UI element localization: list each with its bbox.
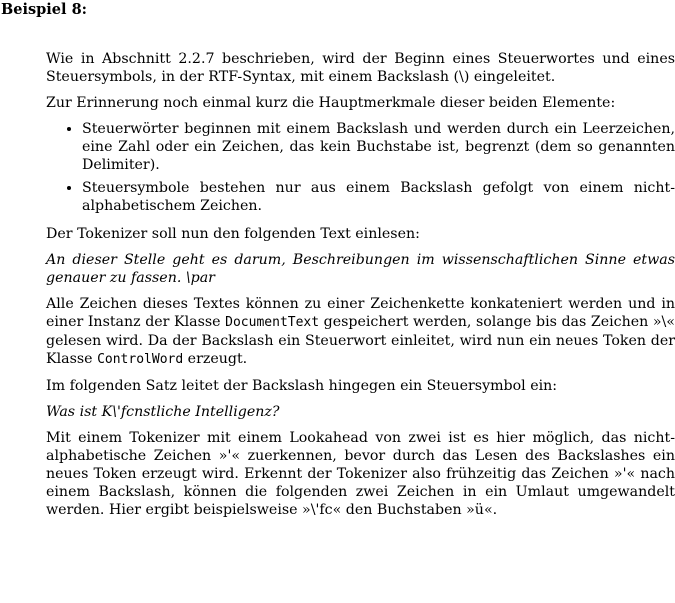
list-item-control-symbols: • Steuersymbole bestehen nur aus einem Backslash gefolgt von einem nicht-alphabetischem Zeichen. bbox=[82, 179, 675, 215]
control-symbol-intro: Im folgenden Satz leitet der Backslash hingegen ein Steuersymbol ein: bbox=[46, 378, 558, 394]
example-text-2: Was ist K\'fcnstliche Intelligenz? bbox=[46, 404, 280, 420]
class-name-documenttext: DocumentText bbox=[225, 315, 320, 330]
reminder-paragraph: Zur Erinnerung noch einmal kurz die Hauptmerkmale dieser beiden Elemente: bbox=[46, 95, 616, 111]
concatenation-text-3: erzeugt. bbox=[183, 351, 248, 367]
example-heading: Beispiel 8: bbox=[1, 1, 88, 18]
concatenation-text-1: Alle Zeichen dieses Textes können zu einer Zeichenkette konkateniert werden und in einer Instanz der Klasse bbox=[46, 296, 675, 330]
intro-paragraph: Wie in Abschnitt 2.2.7 beschrieben, wird der Beginn eines Steuerwortes und eines Steuersymbols, in der RTF-Syntax, mit einem Backslash (\) eingeleitet. bbox=[46, 51, 675, 85]
document-body bbox=[46, 50, 675, 527]
lookahead-paragraph: Mit einem Tokenizer mit einem Lookahead von zwei ist es hier möglich, das nicht-alphabetische Zeichen »'« zuerkennen, bevor durch das Lesen des Backslashes ein neues Token erzeugt wird. Erkennt der Tokenizer also frühzeitig das Zeichen »'« nach einem Backslash, können die folgenden zwei Zeichen in ein Umlaut umgewandelt werden. Hier ergibt beispielsweise »\'fc« den Buchstaben »ü«. bbox=[46, 430, 675, 518]
concatenation-paragraph bbox=[46, 295, 675, 369]
example-text-1: An dieser Stelle geht es darum, Beschreibungen im wissenschaftlichen Sinne etwas genauer zu fassen. \par bbox=[46, 252, 675, 286]
concatenation-text-2: gespeichert werden, solange bis das Zeichen »\« gelesen wird. Da der Backslash ein Steuerwort einleitet, wird nun ein neues Token der Klasse bbox=[46, 314, 675, 367]
class-name-controlword: ControlWord bbox=[97, 352, 184, 367]
feature-list bbox=[46, 120, 675, 215]
list-item-control-words: • Steuerwörter beginnen mit einem Backslash und werden durch ein Leerzeichen, eine Zahl oder ein Zeichen, das kein Buchstabe ist, begrenzt (dem so genannten Delimiter). bbox=[82, 120, 675, 174]
tokenizer-intro: Der Tokenizer soll nun den folgenden Text einlesen: bbox=[46, 226, 420, 242]
